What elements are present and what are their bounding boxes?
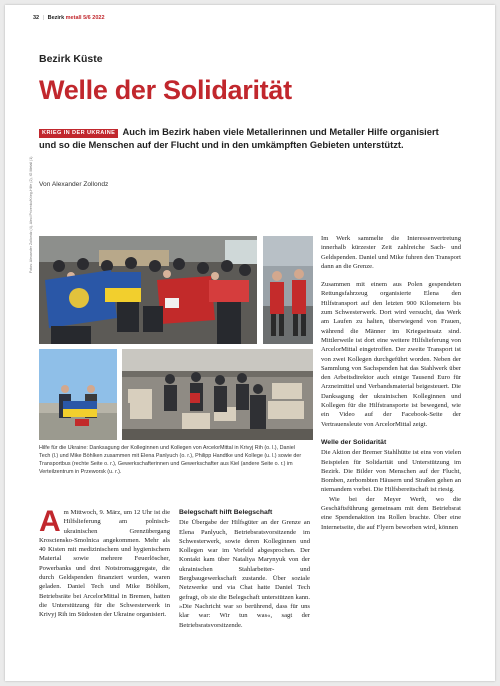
column-3-paragraph-4: Wie bei der Meyer Werft, wo die Geschäftsführung gemeinsam mit dem Betriebsrat eine Spendenaktion ins Rollen brachte. Über eine Internetseite, die auf Flyern beworben wird, können [321,495,461,531]
page-header: 32 | Bezirk metall 5/6 2022 [33,15,105,21]
article-column-3 [321,234,461,532]
article-lead [39,126,439,151]
subhead-belegschaft: Belegschaft hilft Belegschaft [179,509,273,516]
photo-credit: Fotos: Alexander Zollondz (4), Alexi Privenko/Krieg-Hilfe (2), IG Metall (1) [29,156,33,273]
photo-caption: Hilfe für die Ukraine: Danksagung der Kolleginnen und Kollegen von ArcelorMittal in Krivyj Rih (o. l.), Daniel Tech (l.) und Mike Böhlken zusammen mit Elena Panlyuch (o. r.), Philipp Handtke und Kollege (u. l.) sowie der Transportbus (rechte Seite o. r.), Gewerkschafterinnen und Gewerkschafter aus Kiel (andere Seite o. r.) im Verteilzentrum in Przeworsk (u. r.). [39,445,302,475]
photo-two-volunteers [263,236,313,344]
magazine-page [5,5,495,681]
district-kicker: Bezirk Küste [39,53,103,65]
photo-men-with-flag [39,349,117,440]
subhead-welle: Welle der Solidarität [321,438,387,446]
section-name: Bezirk [47,15,65,21]
magazine-issue: metall 5/6 2022 [65,15,105,21]
photo-distribution-center [122,349,313,440]
topic-tag: KRIEG IN DER UKRAINE [39,129,118,138]
author-byline: Von Alexander Zollondz [39,181,109,188]
column-3-paragraph-3: Die Aktion der Bremer Stahlhütte ist eins von vielen Beispielen für Solidarität und Unterstützung im Bezirk. Die Bilder von Menschen auf der Flucht, Bomben, zerbombten Häusern und Straßen gehen an niemandem vorbei. Die Hilfsbereitschaft ist riesig. [321,449,461,494]
article-column-2 [179,508,310,630]
article-column-1 [39,505,170,620]
column-1-text: m Mittwoch, 9. März, um 12 Uhr ist die Hilfslieferung am polnisch-ukrainischen Grenzübergang Krosciensko-Smolnica angekommen. Mehr als 40 Kisten mit medizinischem und hygienischem Material sowie mehrere Feuerlöscher, Powerbanks und drei Notstromaggregate, die durch Geldspenden finanziert wurden, waren geladen. Daniel Tech und Mike Böhlken, Betriebsräte bei ArcelorMittal in Bremen, hatten die Unterstützung für die Schwesterwerk in Krivyj Rih im Südosten der Ukraine organisiert. [39,509,170,619]
drop-cap: A [39,505,61,538]
column-2-text: Die Übergabe der Hilfsgüter an der Grenze an Elena Panlyuch, Betriebsratsvorsitzende im Schwesterwerk, sowie deren Kolleginnen und Kollegen war im Vorfeld abgesprochen. Der Kontakt kam über Nataliya Marynyuk von der ukrainischen Stahlarbeiter- und Bergbaugewerkschaft zustande. Über soziale Netzwerke und via Chat hatte Daniel Tech gefragt, ob sie die Belegschaft unterstützen kann. »Die Nachricht war so berührend, dass für uns klar war: Wir tun was«, sagt der Betriebsratsvorsitzende. [179,519,310,629]
article-title: Welle der Solidarität [39,75,292,105]
photo-group-flags [39,236,257,344]
column-3-paragraph-1: Im Werk sammelte die Interessenvertretung innerhalb kürzester Zeit zahlreiche Sach- und Geldspenden. Daniel und Mike fuhren den Transport dann an die Grenze. [321,235,461,270]
column-3-paragraph-2: Zusammen mit einem aus Polen gespendeten Rettungsfahrzeug organisierte Elena den Hilfstransport auf den letzten 900 Kilometern bis zum Schwesterwerk. Dort wird versucht, das Werk am Laufen zu halten, überwiegend von Frauen, während die Männer im Kriegseinsatz sind. Mittlerweile ist dort eine weitere Hilfslieferung von ArcelorMittal eingetroffen. Der zweite Transport ist von zwei Kollegen durchgeführt worden. Neben der Sammlung von Sachspenden hat das Stahlwerk über den Arbeitsdirektor auch einige Tausend Euro für Arzneimittel und Verbandsmaterial beigesteuert. Die Danksagung der ukrainischen Kolleginnen und Kollegen für die Hilfstransporte ist bewegend, wie ein Video auf der Facebook-Seite der Vertrauensleute von ArcelorMittal zeigt. [321,281,461,428]
page-number: 32 [33,15,40,21]
lead-text: Auch im Bezirk haben viele Metallerinnen und Metaller Hilfe organisiert und so die Menschen auf der Flucht und in den umkämpften Gebieten unterstützt. [39,126,439,150]
